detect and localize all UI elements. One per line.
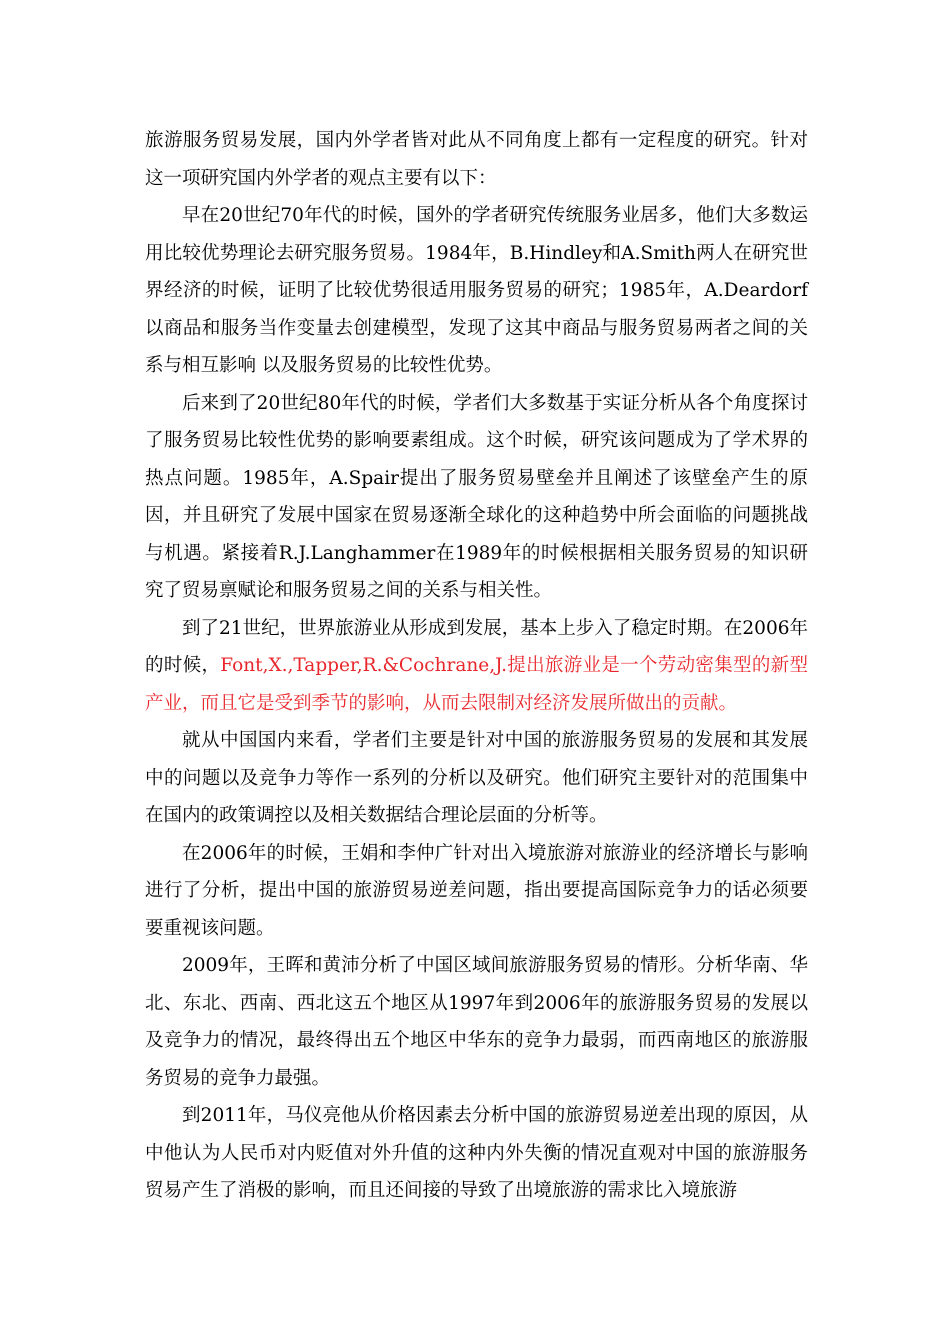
paragraph-3: 后来到了20世纪80年代的时候，学者们大多数基于实证分析从各个角度探讨了服务贸易比较性优势的影响要素组成。这个时候，研究该问题成为了学术界的热点问题。1985年，A.Spair提出了服务贸易壁垒并且阐述了该壁垒产生的原因，并且研究了发展中国家在贸易逐渐全球化的这种趋势中所会面临的问题挑战与机遇。紧接着R.J.Langhammer在1989年的时候根据相关服务贸易的知识研究了贸易禀赋论和服务贸易之间的关系与相关性。 bbox=[145, 392, 808, 601]
paragraph-6: 在2006年的时候，王娟和李仲广针对出入境旅游对旅游业的经济增长与影响进行了分析，提出中国的旅游贸易逆差问题，指出要提高国际竞争力的话必须要要重视该问题。 bbox=[145, 842, 808, 939]
paragraph-4 bbox=[145, 610, 808, 723]
paragraph-8: 到2011年，马仪亮他从价格因素去分析中国的旅游贸易逆差出现的原因，从中他认为人民币对内贬值对外升值的这种内外失衡的情况直观对中国的旅游服务贸易产生了消极的影响，而且还间接的导致了出境旅游的需求比入境旅游 bbox=[145, 1105, 808, 1201]
paragraph-5: 就从中国国内来看，学者们主要是针对中国的旅游服务贸易的发展和其发展中的问题以及竞争力等作一系列的分析以及研究。他们研究主要针对的范围集中在国内的政策调控以及相关数据结合理论层面的分析等。 bbox=[145, 730, 808, 826]
paragraph-4-highlight: Font,X.,Tapper,R.&Cochrane,J.提出旅游业是一个劳动密集型的新型产业，而且它是受到季节的影响，从而去限制对经济发展所做出的贡献。 bbox=[145, 655, 808, 714]
paragraph-1: 旅游服务贸易发展，国内外学者皆对此从不同角度上都有一定程度的研究。针对这一项研究国内外学者的观点主要有以下： bbox=[145, 130, 808, 189]
paragraph-2: 早在20世纪70年代的时候，国外的学者研究传统服务业居多，他们大多数运用比较优势理论去研究服务贸易。1984年，B.Hindley和A.Smith两人在研究世界经济的时候，证明了比较优势很适用服务贸易的研究；1985年，A.Deardorf以商品和服务当作变量去创建模型，发现了这其中商品与服务贸易两者之间的关系与相互影响 以及服务贸易的比较性优势。 bbox=[145, 205, 808, 376]
paragraph-4-text: 到了21世纪，世界旅游业从形成到发展，基本上步入了稳定时期。在2006年的时候， bbox=[145, 617, 808, 676]
paragraph-7: 2009年，王晖和黄沛分析了中国区域间旅游服务贸易的情形。分析华南、华北、东北、西南、西北这五个地区从1997年到2006年的旅游服务贸易的发展以及竞争力的情况，最终得出五个地区中华东的竞争力最弱，而西南地区的旅游服务贸易的竞争力最强。 bbox=[145, 955, 808, 1089]
